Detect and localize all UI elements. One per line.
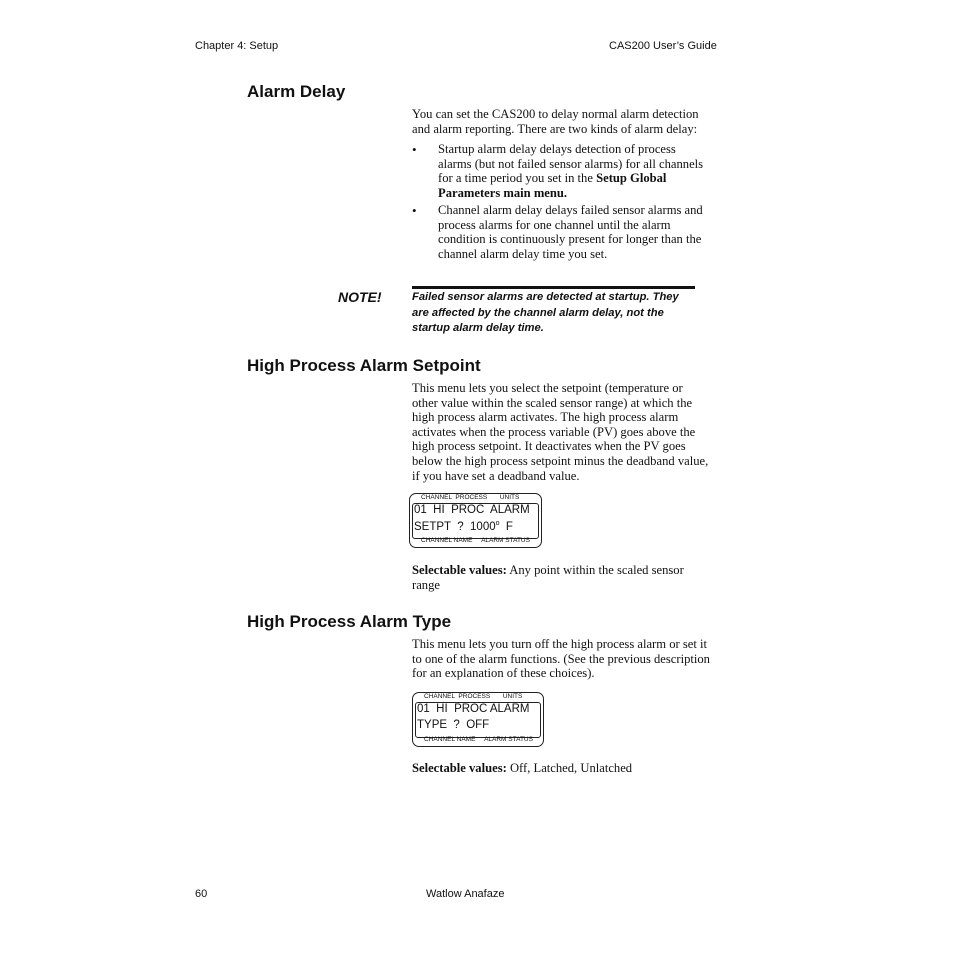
section-heading-high-process-alarm-type: High Process Alarm Type	[247, 612, 452, 631]
selectable-values-type	[412, 761, 632, 776]
text-line	[438, 186, 703, 201]
text-line	[438, 171, 703, 186]
text-line: Startup alarm delay delays detection of process	[438, 142, 676, 156]
text-line	[412, 563, 684, 578]
text-line: Failed sensor alarms are detected at startup. They	[412, 291, 679, 303]
lcd-units: F	[499, 521, 513, 533]
text-line: other value within the scaled sensor range) at which the	[412, 395, 693, 410]
selectable-value: Off, Latched, Unlatched	[506, 761, 633, 775]
selectable-values-setpoint	[412, 563, 684, 592]
text-line: activates when the process variable (PV) goes above the	[412, 424, 696, 439]
footer-publisher: Watlow Anafaze	[426, 888, 505, 900]
text-line: are affected by the channel alarm delay, not the	[412, 306, 664, 319]
text-line: channel alarm delay time you set.	[438, 246, 608, 261]
menu-reference-bold: Setup Global	[596, 171, 667, 186]
section-heading-alarm-delay: Alarm Delay	[247, 82, 346, 101]
running-header-title: CAS200 User’s Guide	[609, 40, 717, 52]
text-line: high process alarm activates. The high process alarm	[412, 410, 679, 425]
text-line: alarms (but not failed sensor alarms) for all channels	[438, 156, 704, 171]
text-line: for an explanation of these choices).	[412, 666, 595, 681]
lcd-screen	[412, 503, 539, 539]
text-line: startup alarm delay time.	[412, 322, 544, 334]
bullet-startup-alarm-delay	[438, 142, 703, 200]
high-setpoint-description	[412, 381, 708, 483]
text-line: range	[412, 577, 440, 592]
selectable-label: Selectable values:	[412, 761, 507, 775]
text-line: and alarm reporting. There are two kinds of alarm delay:	[412, 121, 698, 136]
lcd-top-caption: CHANNEL PROCESS UNITS	[421, 494, 520, 501]
text-line: This menu lets you turn off the high process alarm or set it	[412, 637, 707, 651]
lcd-display-type	[412, 692, 544, 747]
text-line: if you have set a deadband value.	[412, 468, 580, 483]
note-text	[412, 290, 695, 337]
text-run: for a time period you set in the	[438, 171, 597, 186]
lcd-line-1: 01 HI PROC ALARM	[414, 504, 530, 516]
alarm-delay-intro	[412, 107, 699, 136]
bullet-marker: •	[412, 203, 417, 218]
lcd-line-2	[414, 520, 513, 533]
note-label: NOTE!	[338, 289, 382, 305]
bullet-marker: •	[412, 142, 417, 157]
selectable-label: Selectable values:	[412, 563, 507, 577]
selectable-value: Any point within the scaled sensor	[506, 563, 684, 577]
lcd-bottom-caption: CHANNEL NAME ALARM STATUS	[424, 736, 533, 743]
text-line: This menu lets you select the setpoint (temperature or	[412, 381, 683, 395]
bullet-channel-alarm-delay	[438, 203, 703, 261]
text-line: process alarms for one channel until the alarm	[438, 217, 671, 232]
degree-symbol: o	[495, 520, 500, 527]
lcd-top-caption: CHANNEL PROCESS UNITS	[424, 693, 523, 700]
high-type-description	[412, 637, 710, 681]
lcd-display-setpoint	[409, 493, 542, 548]
lcd-value: SETPT ? 1000	[414, 521, 496, 533]
text-line: condition is continuously present for longer than the	[438, 232, 702, 247]
menu-reference-bold: Parameters main menu.	[438, 185, 568, 200]
section-heading-high-process-alarm-setpoint: High Process Alarm Setpoint	[247, 356, 481, 375]
lcd-bottom-caption: CHANNEL NAME ALARM STATUS	[421, 537, 530, 544]
note-rule	[412, 286, 695, 289]
lcd-line-2: TYPE ? OFF	[417, 719, 490, 731]
text-line: You can set the CAS200 to delay normal alarm detection	[412, 107, 699, 121]
lcd-line-1: 01 HI PROC ALARM	[417, 703, 530, 715]
lcd-screen	[415, 702, 541, 738]
page-number: 60	[195, 888, 208, 900]
running-header-chapter: Chapter 4: Setup	[195, 40, 279, 52]
text-line: to one of the alarm functions. (See the previous description	[412, 651, 710, 666]
text-line: below the high process setpoint minus the deadband value,	[412, 453, 709, 468]
text-line: high process setpoint. It deactivates when the PV goes	[412, 439, 686, 454]
text-line	[412, 761, 632, 776]
text-line: Channel alarm delay delays failed sensor alarms and	[438, 203, 703, 217]
